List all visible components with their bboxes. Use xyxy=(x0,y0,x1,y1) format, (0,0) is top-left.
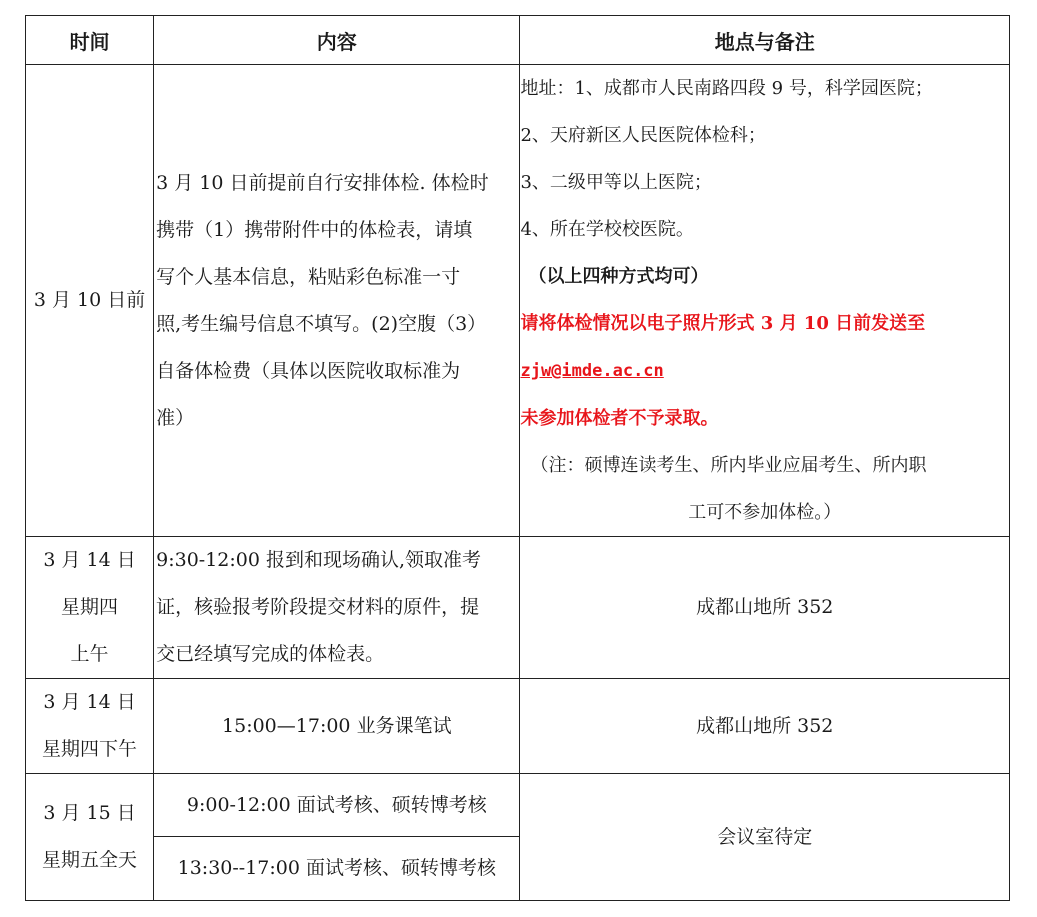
time-line: 星期四 xyxy=(61,596,119,618)
time-line: 3 月 14 日 xyxy=(43,691,136,713)
email-link[interactable]: zjw@imde.ac.cn xyxy=(520,361,664,381)
content-line: 自备体检费（具体以医院收取标准为 xyxy=(156,359,461,382)
time-line: 3 月 15 日 xyxy=(43,802,136,824)
header-place: 地点与备注 xyxy=(520,16,1010,65)
header-time: 时间 xyxy=(26,16,154,65)
time-line: 3 月 10 日前 xyxy=(33,289,146,311)
content-line: 准） xyxy=(156,406,195,429)
content-line: 照,考生编号信息不填写。(2)空腹（3） xyxy=(156,312,487,335)
content-line: 证，核验报考阶段提交材料的原件，提 xyxy=(156,596,480,618)
table-row xyxy=(26,679,1010,774)
warning-text: 未参加体检者不予录取。 xyxy=(520,408,719,429)
header-row xyxy=(26,16,1010,65)
header-content: 内容 xyxy=(154,16,520,65)
address-1: 地址：1、成都市人民南路四段 9 号，科学园医院； xyxy=(520,78,933,99)
table-row xyxy=(26,65,1010,537)
content-cell: 15:00—17:00 业务课笔试 xyxy=(154,679,520,774)
time-cell xyxy=(26,65,154,537)
time-cell xyxy=(26,679,154,774)
time-line: 上午 xyxy=(70,643,109,665)
content-line: 3 月 10 日前提前自行安排体检. 体检时 xyxy=(156,171,489,194)
address-3: 3、二级甲等以上医院； xyxy=(520,172,712,193)
time-line: 星期四下午 xyxy=(42,738,138,760)
time-cell xyxy=(26,537,154,679)
content-cell xyxy=(154,65,520,537)
time-cell xyxy=(26,774,154,901)
place-notes-cell xyxy=(520,65,1010,537)
either-note: （以上四种方式均可） xyxy=(528,266,709,287)
send-instruction: 请将体检情况以电子照片形式 3 月 10 日前发送至 xyxy=(520,313,926,334)
content-line: 写个人基本信息，粘贴彩色标准一寸 xyxy=(156,265,461,288)
place-cell: 会议室待定 xyxy=(520,774,1010,901)
exemption-note-2: 工可不参加体检。） xyxy=(688,502,842,523)
address-4: 4、所在学校校医院。 xyxy=(520,219,694,240)
content-line: 9:30-12:00 报到和现场确认,领取准考 xyxy=(156,549,482,571)
place-cell: 成都山地所 352 xyxy=(520,537,1010,679)
time-line: 3 月 14 日 xyxy=(43,549,136,571)
time-line: 星期五全天 xyxy=(42,849,138,871)
place-cell: 成都山地所 352 xyxy=(520,679,1010,774)
content-cell xyxy=(154,537,520,679)
table-row xyxy=(26,537,1010,679)
exemption-note-1: （注：硕博连读考生、所内毕业应届考生、所内职 xyxy=(530,455,927,476)
table-row xyxy=(26,774,1010,837)
schedule-table xyxy=(25,15,1010,901)
content-cell-afternoon: 13:30--17:00 面试考核、硕转博考核 xyxy=(154,837,520,901)
content-cell-morning: 9:00-12:00 面试考核、硕转博考核 xyxy=(154,774,520,837)
address-2: 2、天府新区人民医院体检科； xyxy=(520,125,766,146)
content-line: 交已经填写完成的体检表。 xyxy=(156,643,385,665)
content-line: 携带（1）携带附件中的体检表，请填 xyxy=(156,218,473,241)
